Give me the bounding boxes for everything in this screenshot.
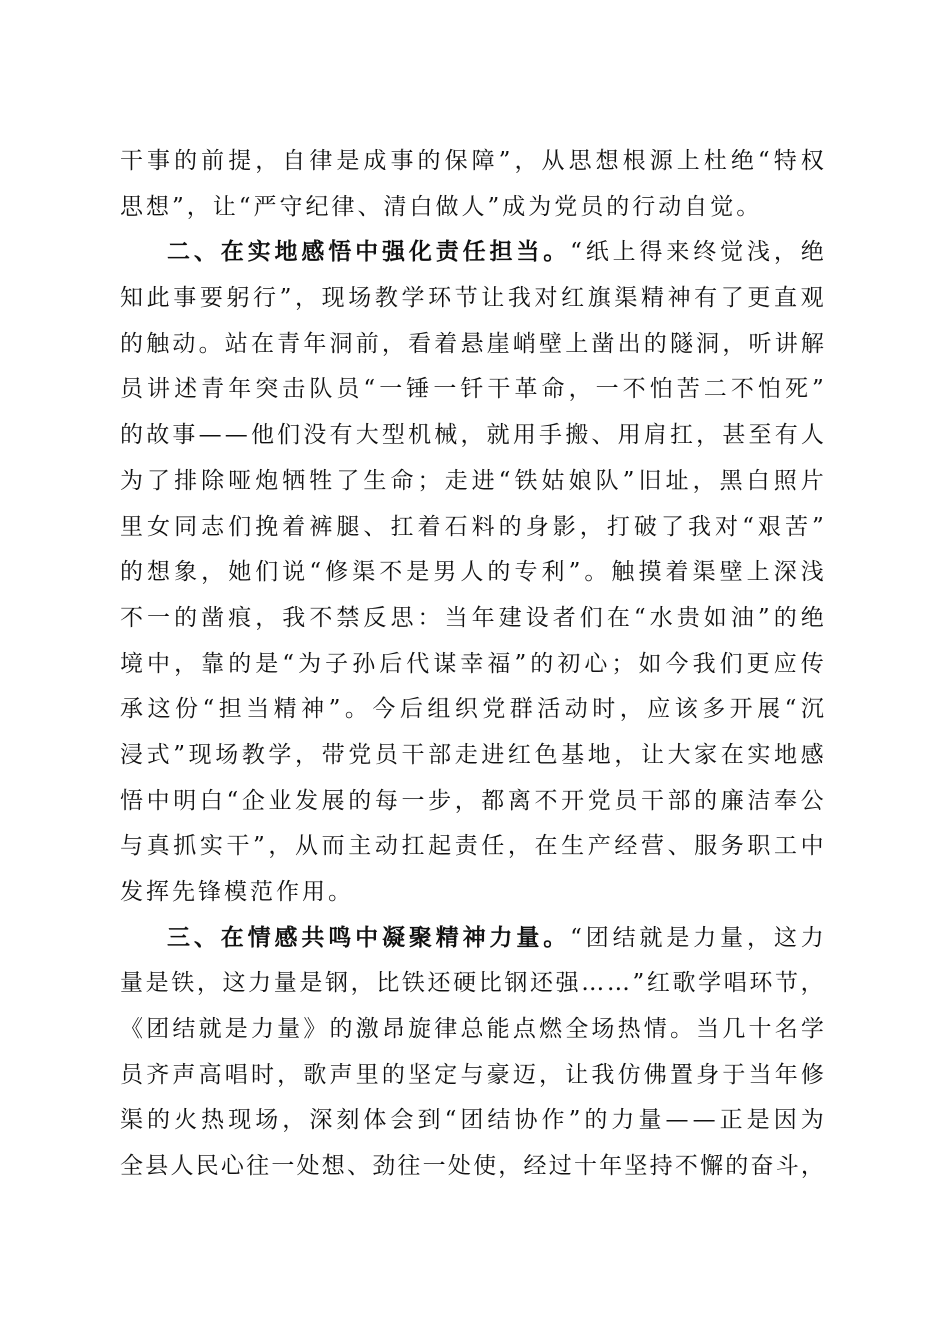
section-heading-line: 二 、 在 实 地 感 悟 中 强 化 责 任 担 当 。 “ 纸 上 得 来 终 觉 浅 ， 绝	[167, 239, 824, 266]
text-line: 的 故 事 — — 他 们 没 有 大 型 机 械 ， 就 用 手 搬 、 用 肩 扛 ， 甚 至 有 人	[120, 422, 824, 449]
text-line: 与 真 抓 实 干 ” ， 从 而 主 动 扛 起 责 任 ， 在 生 产 经 营 、 服 务 职 工 中	[120, 833, 824, 860]
text-line: 量 是 铁 ， 这 力 量 是 钢 ， 比 铁 还 硬 比 钢 还 强 … … ” 红 歌 学 唱 环 节 ，	[120, 970, 824, 997]
text-line: 思 想 ” ， 让 “ 严 守 纪 律 、 清 白 做 人 ” 成 为 党 员 的 行 动 自 觉 。	[120, 193, 763, 220]
text-line: 渠 的 火 热 现 场 ， 深 刻 体 会 到 “ 团 结 协 作 ” 的 力 量 — — 正 是 因 为	[120, 1107, 824, 1134]
text-line: 的 触 动 。 站 在 青 年 洞 前 ， 看 着 悬 崖 峭 壁 上 凿 出 的 隧 洞 ， 听 讲 解	[120, 330, 824, 357]
text-line: 员 齐 声 高 唱 时 ， 歌 声 里 的 坚 定 与 豪 迈 ， 让 我 仿 佛 置 身 于 当 年 修	[120, 1061, 824, 1088]
text-line: 《 团 结 就 是 力 量 》 的 激 昂 旋 律 总 能 点 燃 全 场 热 情 。 当 几 十 名 学	[120, 1016, 824, 1043]
text-line: 知 此 事 要 躬 行 ” ， 现 场 教 学 环 节 让 我 对 红 旗 渠 精 神 有 了 更 直 观	[120, 285, 824, 312]
text-line: 悟 中 明 白 “ 企 业 发 展 的 每 一 步 ， 都 离 不 开 党 员 干 部 的 廉 洁 奉 公	[120, 787, 824, 814]
text-line: 的 想 象 ， 她 们 说 “ 修 渠 不 是 男 人 的 专 利 ” 。 触 摸 着 渠 壁 上 深 浅	[120, 559, 824, 586]
text-line: 不 一 的 凿 痕 ， 我 不 禁 反 思 ： 当 年 建 设 者 们 在 “ 水 贵 如 油 ” 的 绝	[120, 604, 824, 631]
text-line: 员 讲 述 青 年 突 击 队 员 “ 一 锤 一 钎 干 革 命 ， 一 不 怕 苦 二 不 怕 死 ”	[120, 376, 824, 403]
text-line: 里 女 同 志 们 挽 着 裤 腿 、 扛 着 石 料 的 身 影 ， 打 破 了 我 对 “ 艰 苦 ”	[120, 513, 824, 540]
section-heading-line: 三 、 在 情 感 共 鸣 中 凝 聚 精 神 力 量 。 “ 团 结 就 是 力 量 ， 这 力	[167, 924, 824, 951]
body-text	[120, 139, 824, 1190]
text-line: 为 了 排 除 哑 炮 牺 牲 了 生 命 ； 走 进 “ 铁 姑 娘 队 ” 旧 址 ， 黑 白 照 片	[120, 467, 824, 494]
text-line: 境 中 ， 靠 的 是 “ 为 子 孙 后 代 谋 幸 福 ” 的 初 心 ； 如 今 我 们 更 应 传	[120, 650, 824, 677]
text-line: 浸 式 ” 现 场 教 学 ， 带 党 员 干 部 走 进 红 色 基 地 ， 让 大 家 在 实 地 感	[120, 741, 824, 768]
text-line: 承 这 份 “ 担 当 精 神 ” 。 今 后 组 织 党 群 活 动 时 ， 应 该 多 开 展 “ 沉	[120, 696, 824, 723]
text-line: 干 事 的 前 提 ， 自 律 是 成 事 的 保 障 ” ， 从 思 想 根 源 上 杜 绝 “ 特 权	[120, 148, 824, 174]
text-line: 全 县 人 民 心 往 一 处 想 、 劲 往 一 处 使 ， 经 过 十 年 坚 持 不 懈 的 奋 斗 ，	[120, 1153, 824, 1180]
text-line: 发 挥 先 锋 模 范 作 用 。	[120, 879, 354, 905]
